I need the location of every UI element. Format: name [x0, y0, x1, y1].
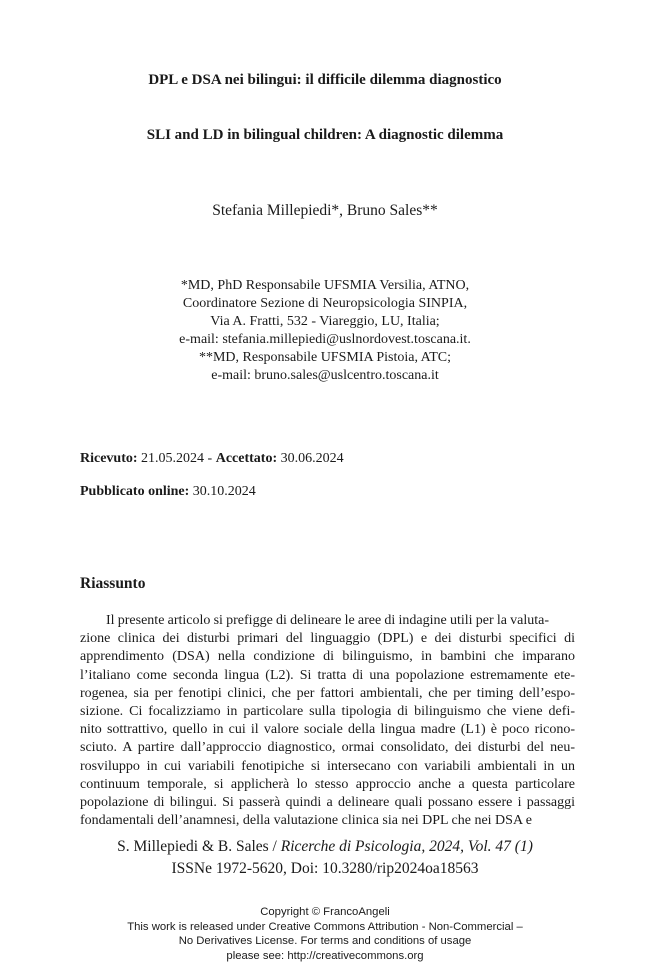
citation-block — [0, 836, 650, 880]
copyright-line: Copyright © FrancoAngeli — [260, 906, 390, 918]
abstract-line: l’italiano come seconda lingua (L2). Si tratta di una popolazione estremamente ete- — [80, 667, 575, 683]
accepted-date: 30.06.2024 — [280, 451, 344, 466]
received-accepted-dates — [80, 451, 344, 467]
abstract-body — [80, 612, 575, 830]
citation-line — [0, 836, 650, 858]
title-italian: DPL e DSA nei bilingui: il difficile dilemma diagnostico — [148, 72, 502, 88]
citation-issn-doi: ISSNe 1972-5620, Doi: 10.3280/rip2024oa18563 — [171, 860, 479, 877]
affiliations — [0, 277, 650, 385]
affiliation-line: e-mail: stefania.millepiedi@uslnordovest.toscana.it. — [179, 332, 471, 347]
affiliation-line: e-mail: bruno.sales@uslcentro.toscana.it — [211, 368, 439, 383]
date-separator: - — [207, 451, 213, 466]
license-line: This work is released under Creative Commons Attribution - Non-Commercial – — [127, 920, 523, 933]
published-label: Pubblicato online: — [80, 484, 190, 499]
abstract-line: fondamentali dell’anamnesi, della valutazione clinica sia nei DPL che nei DSA e — [80, 813, 532, 829]
affiliation-line: Coordinatore Sezione di Neuropsicologia SINPIA, — [182, 296, 468, 311]
received-label: Ricevuto: — [80, 451, 138, 466]
affiliation-line: *MD, PhD Responsabile UFSMIA Versilia, ATNO, — [180, 278, 470, 293]
affiliation-line: Via A. Fratti, 532 - Viareggio, LU, Italia; — [210, 314, 440, 329]
affiliation-line: **MD, Responsabile UFSMIA Pistoia, ATC; — [198, 350, 452, 365]
abstract-heading: Riassunto — [80, 575, 146, 592]
abstract-line: sizione. Ci focalizziamo in particolare sulla tipologia di bilinguismo che viene defi- — [80, 704, 575, 720]
abstract-line: continuum temporale, si applicherà lo stesso approccio anche a questa particolare — [80, 776, 575, 792]
received-date: 21.05.2024 — [141, 451, 205, 466]
title-english: SLI and LD in bilingual children: A diagnostic dilemma — [146, 127, 504, 143]
authors: Stefania Millepiedi*, Bruno Sales** — [212, 202, 438, 219]
abstract-line: rosviluppo in cui variabili fenotipiche si intersecano con variabili ambientali in un — [80, 758, 575, 774]
copyright-notice — [0, 905, 650, 963]
abstract-line: zione clinica dei disturbi primari del linguaggio (DPL) e dei disturbi specifici di — [80, 631, 575, 647]
published-date: 30.10.2024 — [192, 484, 256, 499]
license-link-line: please see: http://creativecommons.org — [226, 949, 424, 962]
abstract-line: apprendimento (DSA) nella condizione di bilinguismo, in bambini che imparano — [80, 649, 575, 665]
accepted-label: Accettato: — [215, 451, 278, 466]
citation-authors: S. Millepiedi & B. Sales / — [117, 838, 277, 855]
license-line: No Derivatives License. For terms and conditions of usage — [178, 935, 472, 947]
abstract-line: popolazione di bilingui. Si passerà quindi a delineare quali possano essere i passaggi — [80, 795, 575, 811]
abstract-line: sciuto. A partire dall’approccio diagnostico, ormai consolidato, dei disturbi del neu- — [80, 740, 575, 756]
published-date-line — [80, 484, 256, 500]
abstract-line: Il presente articolo si prefigge di delineare le aree di indagine utili per la valuta- — [106, 613, 549, 628]
abstract-line: rogenea, sia per fenotipi clinici, che per fattori ambientali, che per timing dell’espo- — [80, 685, 575, 701]
abstract-line: nito sottrattivo, quello in cui il valore sociale della lingua madre (L1) è poco ricono- — [80, 722, 575, 738]
citation-journal: Ricerche di Psicologia, 2024, Vol. 47 (1) — [280, 838, 533, 855]
